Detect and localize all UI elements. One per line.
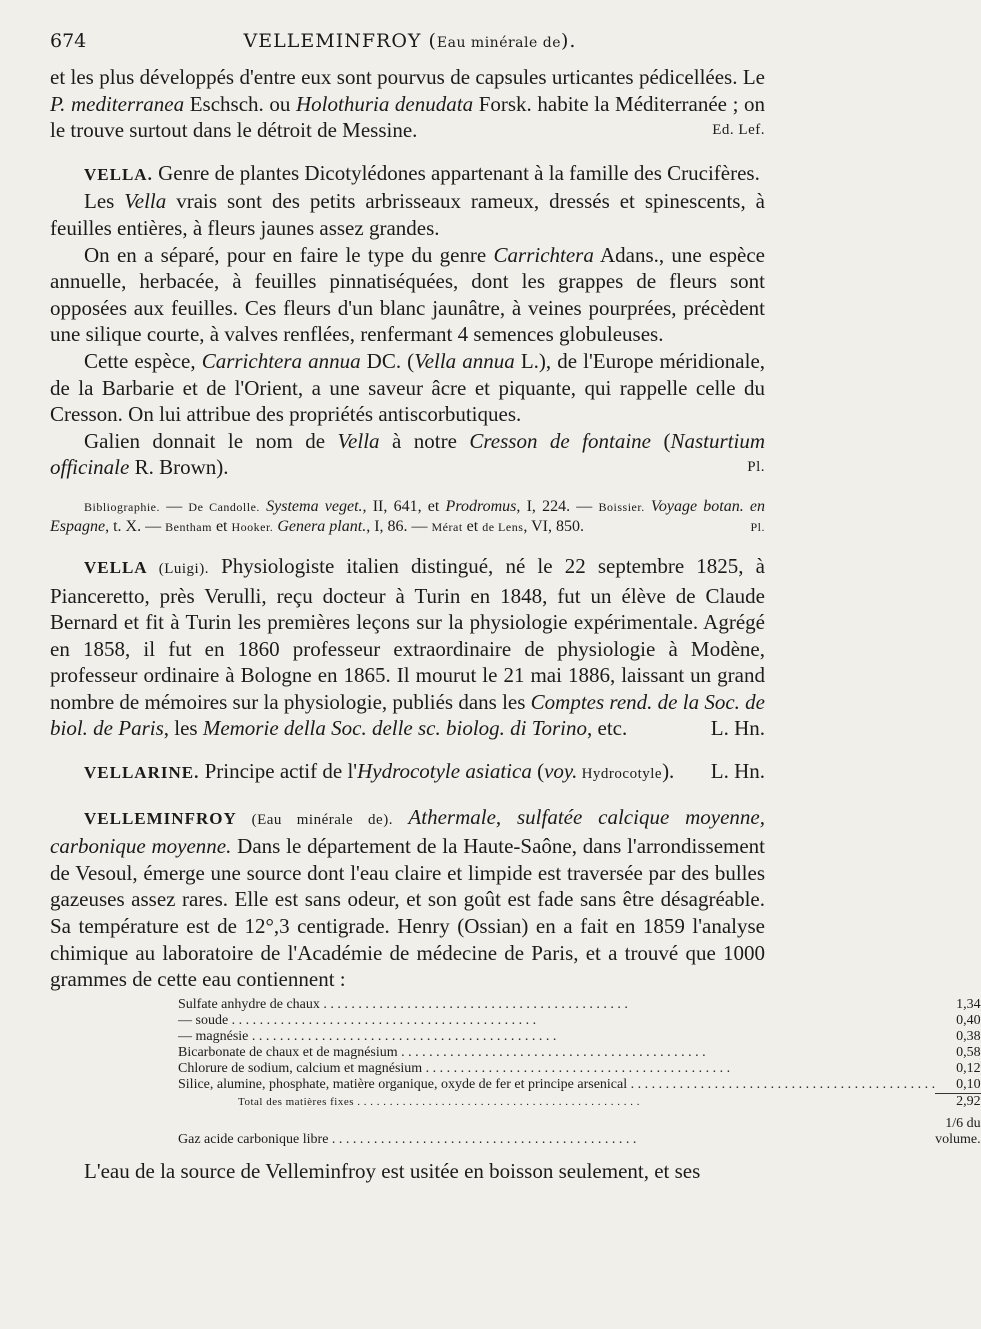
signature: Ed. Lef.: [712, 122, 765, 139]
entry-velleminfroy: VELLEMINFROY (Eau minérale de). Athermale, sulfatée calcique moyenne, carbonique moyenne. Dans le département de la Haute-Saône, dans l'arrondissement de Vesoul, émerge une source dont l'eau claire et limpide est traversée par des bulles gazeuses assez rares. Elle est sans odeur, et son goût est fade sans être désagréable. Sa température est de 12°,3 centigrade. Henry (Ossian) en a fait en 1859 l'analyse chimique au laboratoire de l'Académie de médecine de Paris, et a trouvé que 1000 grammes de cette eau contiennent :: [50, 804, 765, 992]
paragraph-final: L'eau de la source de Velleminfroy est usitée en boisson seulement, et ses: [84, 1158, 701, 1183]
row-value: 0,40: [956, 1012, 981, 1028]
analysis-row: [178, 1077, 981, 1094]
row-label: — soude . . .: [178, 1013, 935, 1029]
headword: VELLA.: [84, 164, 153, 184]
running-header: [50, 30, 770, 60]
signature: Pl.: [750, 519, 765, 534]
bibliography: Bibliographie. — De Candolle. Systema veget., II, 641, et Prodromus, I, 224. — Boissier. Voyage botan. en Espagne, t. X. — Bentham et Hooker. Genera plant., I, 86. — Mérat et de Lens, VI, 850. Pl.: [50, 497, 766, 535]
running-title: VELLEMINFROY (Eau minérale de).: [243, 30, 577, 52]
analysis-row: [178, 997, 981, 1013]
row-label: Silice, alumine, phosphate, matière organique, oxyde de fer et principe arsenical . . .: [178, 1077, 935, 1094]
row-label: — magnésie . . .: [178, 1029, 935, 1045]
row-value: 0,12: [956, 1060, 981, 1076]
entry-vella: VELLA. Genre de plantes Dicotylédones appartenant à la famille des Crucifères.: [84, 160, 760, 185]
gas-row: Gaz acide carbonique libre . . . 1/6 du volume.: [178, 1110, 981, 1148]
paragraph-continued: et les plus développés d'entre eux sont pourvus de capsules urticantes pédicellées. Le P. mediterranea Eschsch. ou Holothuria denudata Forsk. habite la Méditerranée ; on le trouve surtout dans le détroit de Messine. Ed. Lef.: [50, 65, 766, 143]
paragraph: On en a séparé, pour en faire le type du genre Carrichtera Adans., une espèce annuelle, herbacée, à feuilles pinnatiséquées, dont les grappes de fleurs sont opposées aux feuilles. Ces fleurs d'un blanc jaunâtre, à veines pourprées, précèdent une silique courte, à valves renflées, renfermant 4 semences globuleuses.: [50, 242, 765, 347]
paragraph: Les Vella vrais sont des petits arbrisseaux rameux, dressés et spinescents, à feuilles entières, à fleurs jaunes assez grandes.: [50, 189, 765, 240]
row-value: 0,58: [956, 1044, 981, 1060]
signature: L. Hn.: [710, 759, 765, 784]
article-body: [50, 64, 981, 1184]
entry-vella-luigi: VELLA (Luigi). Physiologiste italien distingué, né le 22 septembre 1825, à Pianceretto, près Verulli, reçu docteur à Turin en 1848, fut un élève de Claude Bernard et fit à Turin les premières leçons sur la physiologie expérimentale. Agrégé en 1858, il fut en 1860 professeur extraordinaire de physiologie à Modène, professeur ordinaire à Bologne en 1865. Il mourut le 21 mai 1886, laissant un grand nombre de mémoires sur la physiologie, publiés dans les Comptes rend. de la Soc. de biol. de Paris, les Memorie della Soc. delle sc. biolog. di Torino, etc. L. Hn.: [50, 553, 765, 741]
page: [50, 0, 981, 1329]
headword: VELLARINE.: [84, 763, 200, 783]
signature: Pl.: [747, 459, 765, 476]
analysis-row: [178, 1061, 981, 1077]
analysis-row: [178, 1029, 981, 1045]
paragraph: Galien donnait le nom de Vella à notre Cresson de fontaine (Nasturtium officinale R. Brown). Pl.: [50, 428, 765, 480]
analysis-row: [178, 1013, 981, 1029]
total-row: Total des matières fixes . . . 2,92: [178, 1093, 981, 1110]
row-label: Bicarbonate de chaux et de magnésium . . .: [178, 1045, 935, 1061]
row-label: Chlorure de sodium, calcium et magnésium . . .: [178, 1061, 935, 1077]
signature: L. Hn.: [710, 716, 765, 741]
row-value: 0,10: [956, 1076, 981, 1092]
paragraph: Cette espèce, Carrichtera annua DC. (Vella annua L.), de l'Europe méridionale, de la Barbarie et de l'Orient, a une saveur âcre et piquante, qui rappelle celle du Cresson. On lui attribue des propriétés antiscorbutiques.: [50, 348, 766, 427]
entry-vellarine: VELLARINE. Principe actif de l'Hydrocotyle asiatica (voy. Hydrocotyle). L. Hn.: [84, 759, 765, 784]
row-label: Sulfate anhydre de chaux . . .: [178, 997, 935, 1013]
analysis-row: [178, 1045, 981, 1061]
headword: VELLEMINFROY: [84, 808, 237, 828]
analysis-table: [178, 997, 981, 1148]
page-number: 674: [50, 30, 87, 52]
row-value: 1,34: [956, 996, 981, 1012]
headword: VELLA: [84, 557, 148, 577]
row-value: 0,38: [956, 1028, 981, 1044]
